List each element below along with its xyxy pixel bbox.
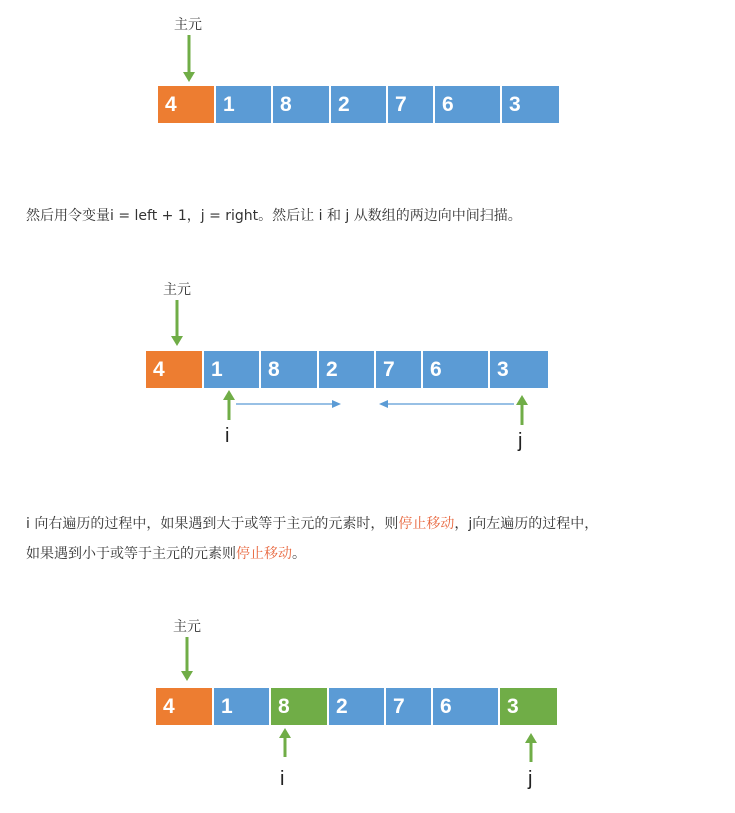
array-cell: 4 bbox=[146, 351, 202, 388]
array-row bbox=[156, 688, 557, 725]
array-cell: 6 bbox=[423, 351, 488, 388]
array-row bbox=[146, 351, 548, 388]
pivot-label: 主元 bbox=[174, 16, 202, 32]
array-cell: 7 bbox=[388, 86, 433, 123]
array-cell: 8 bbox=[261, 351, 317, 388]
array-cell: 1 bbox=[204, 351, 259, 388]
highlight-stop-moving: 停止移动 bbox=[236, 546, 292, 562]
text-segment: ，j向左遍历的过程中， bbox=[454, 516, 599, 532]
explanation-text-2-line-1 bbox=[26, 514, 598, 534]
array-cell: 3 bbox=[490, 351, 548, 388]
array-row bbox=[158, 86, 559, 123]
array-cell: 3 bbox=[500, 688, 557, 725]
array-cell: 6 bbox=[435, 86, 500, 123]
array-cell: 1 bbox=[214, 688, 269, 725]
array-cell: 7 bbox=[386, 688, 431, 725]
text-segment: 如果遇到小于或等于主元的元素则 bbox=[26, 546, 236, 562]
array-cell: 2 bbox=[319, 351, 374, 388]
i-pointer-label: i bbox=[225, 425, 230, 447]
array-cell: 2 bbox=[329, 688, 384, 725]
pivot-label: 主元 bbox=[163, 281, 191, 297]
j-pointer-arrow bbox=[0, 0, 1, 1]
highlight-stop-moving: 停止移动 bbox=[398, 516, 455, 532]
j-pointer-label: j bbox=[528, 768, 533, 790]
explanation-text-2-line-2 bbox=[26, 544, 306, 564]
array-cell: 7 bbox=[376, 351, 421, 388]
array-cell: 1 bbox=[216, 86, 271, 123]
array-cell: 4 bbox=[158, 86, 214, 123]
array-cell: 2 bbox=[331, 86, 386, 123]
array-cell: 6 bbox=[433, 688, 498, 725]
array-cell: 3 bbox=[502, 86, 559, 123]
j-pointer-label: j bbox=[518, 430, 523, 452]
pivot-label: 主元 bbox=[173, 618, 201, 634]
text-segment: i 向右遍历的过程中，如果遇到大于或等于主元的元素时，则 bbox=[26, 516, 399, 532]
text-segment: 。 bbox=[292, 546, 306, 562]
array-cell: 4 bbox=[156, 688, 212, 725]
array-cell: 8 bbox=[271, 688, 327, 725]
explanation-text-1: 然后用令变量i = left + 1，j = right。然后让 i 和 j 从数组的两边向中间扫描。 bbox=[26, 208, 522, 224]
i-pointer-label: i bbox=[280, 768, 285, 790]
array-cell: 8 bbox=[273, 86, 329, 123]
